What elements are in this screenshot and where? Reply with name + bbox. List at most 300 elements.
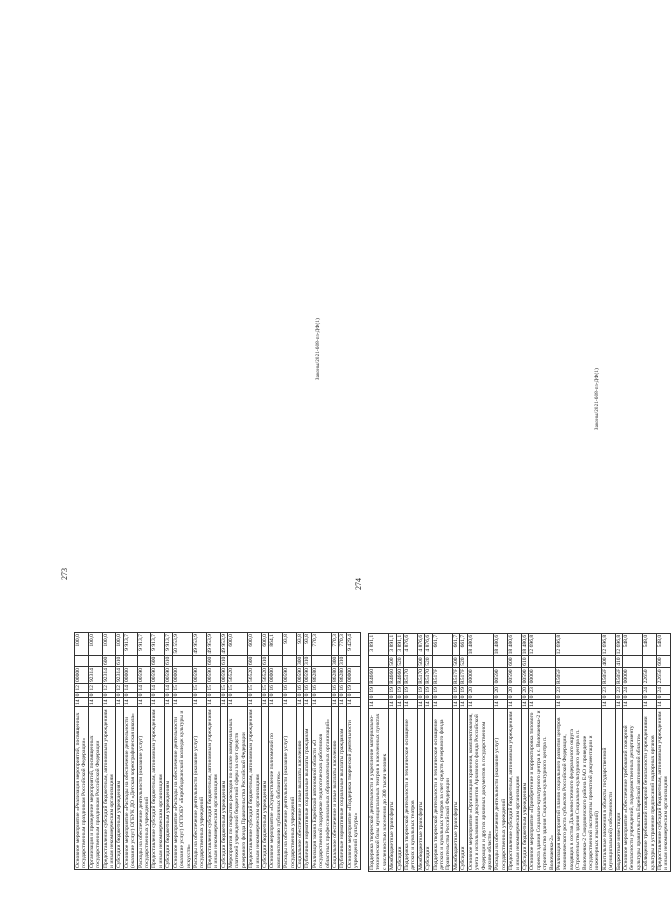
- code-type: 610: [521, 657, 528, 666]
- code-section: 14: [467, 700, 494, 709]
- code-sub: 0: [467, 694, 494, 700]
- row-name: Основное мероприятие «Осуществление полномочий по комплектованию публичных библиотек»: [269, 707, 283, 870]
- code-section: 14: [452, 701, 459, 707]
- code-program: 19: [460, 687, 467, 693]
- code-program: 15: [227, 684, 247, 693]
- row-name: Основное мероприятие «Расходы на обеспечение деятельности (оказание услуг) ОГПОБУ «Биробиджанский колледж культуры и искусств»: [172, 707, 192, 870]
- code-sub: 0: [88, 692, 102, 698]
- table-row: [220, 633, 227, 870]
- page-footer: Законы/2021-608-пз-ДФ(1): [316, 318, 321, 380]
- row-name: Публичные нормативные социальные выплаты гражданам: [304, 707, 311, 870]
- row-amount: 548,0: [657, 633, 671, 656]
- code-item: 22650: [643, 667, 657, 685]
- code-type: [75, 655, 89, 666]
- row-amount: 661,7: [452, 633, 459, 656]
- code-type: 610: [116, 656, 123, 666]
- code-item: R517F: [460, 668, 467, 685]
- code-section: 14: [220, 699, 227, 705]
- code-item: 00590: [137, 667, 151, 684]
- code-section: 14: [192, 698, 206, 707]
- code-section: 14: [529, 700, 556, 709]
- code-sub: 0: [123, 692, 137, 698]
- row-amount: 548,0: [623, 633, 643, 656]
- row-name: Предоставление субсидий бюджетным, автономным учреждениям и иным некоммерческим организациям: [206, 707, 220, 870]
- code-sub: 0: [165, 693, 172, 697]
- code-item: 92314: [102, 667, 116, 684]
- code-type: 520: [425, 657, 432, 666]
- code-section: 14: [123, 698, 137, 707]
- code-sub: 0: [425, 695, 432, 699]
- code-section: 14: [417, 701, 424, 707]
- code-type: [123, 655, 137, 666]
- code-section: 14: [460, 701, 467, 707]
- row-amount: 12 696,8: [529, 633, 556, 656]
- row-amount: 49 953,9: [220, 634, 227, 654]
- code-type: 520: [396, 657, 403, 666]
- code-type: [283, 655, 297, 666]
- row-amount: 93,8: [304, 633, 311, 656]
- code-section: 14: [137, 698, 151, 707]
- row-amount: 770,3: [332, 633, 339, 656]
- code-section: 14: [623, 700, 643, 709]
- row-name: Социальное обеспечение и иные выплаты населению: [297, 707, 304, 870]
- row-amount: 12 696,8: [615, 634, 622, 655]
- row-amount: 18 480,6: [508, 633, 522, 656]
- row-name: Межбюджетные трансферты: [452, 709, 459, 872]
- code-program: 14: [151, 684, 165, 693]
- code-item: 86280: [339, 668, 346, 683]
- code-section: 14: [643, 700, 657, 709]
- code-section: 14: [102, 698, 116, 707]
- code-item: 00590: [304, 668, 311, 683]
- code-section: 14: [494, 700, 508, 709]
- code-type: 500: [417, 657, 424, 666]
- code-section: 14: [75, 698, 89, 707]
- code-type: 500: [452, 657, 459, 666]
- code-sub: 0: [102, 692, 116, 698]
- code-program: 12: [75, 684, 89, 693]
- page-footer: Законы/2021-608-пз-ДФ(1): [595, 368, 600, 430]
- row-name: Организация и проведение мероприятий, посвященных государственным праздникам Российской Федерации: [88, 707, 102, 870]
- code-item: 00590: [283, 667, 297, 684]
- code-type: 400: [601, 656, 615, 667]
- code-type: [369, 656, 389, 667]
- row-amount: 9 913,7: [137, 633, 151, 656]
- row-name: Реализация мероприятий планов социального развития центров экономического роста субъектов Российской Федерации, входящих в состав Дальневосточного федерального округа (Строительство здания Социально-культурного центра в п. Волочаевка-2 Смидовичского района ЕАО и проведение государственной экспертизы проектной документации и инженерных изысканий): [555, 709, 601, 872]
- row-name: Основное мероприятие «Организация хранения, комплектования, учета и использования документов Архивного фонда Российской Федерации и других архивных документов в государственном архиве области»: [467, 709, 494, 872]
- code-program: 19: [404, 686, 418, 695]
- code-item: R4660: [396, 668, 403, 684]
- code-program: 24: [657, 686, 671, 695]
- code-program: 19: [346, 684, 360, 693]
- code-type: [311, 655, 331, 666]
- table-row: [615, 633, 622, 871]
- row-amount: 864,1: [269, 633, 283, 656]
- code-program: 19: [389, 687, 396, 693]
- row-amount: 100,0: [102, 633, 116, 656]
- code-sub: 0: [192, 692, 206, 698]
- code-section: 14: [248, 698, 262, 707]
- code-item: 56520: [227, 667, 247, 684]
- table-row: [339, 633, 346, 870]
- code-sub: 0: [601, 694, 615, 700]
- row-amount: 3 891,1: [396, 633, 403, 656]
- table-row: [404, 633, 418, 871]
- row-amount: 4 876,6: [417, 633, 424, 656]
- code-sub: 0: [657, 694, 671, 700]
- budget-table-274: [368, 633, 671, 872]
- table-row: [116, 633, 123, 870]
- code-type: [494, 656, 508, 667]
- code-item: R505F: [555, 667, 601, 685]
- table-row: [165, 633, 172, 870]
- code-item: R5170: [404, 667, 418, 685]
- code-program: 23: [529, 686, 556, 695]
- code-section: 14: [601, 700, 615, 709]
- code-item: 00000: [467, 667, 494, 685]
- code-item: 92314: [116, 668, 123, 683]
- code-section: 14: [283, 698, 297, 707]
- code-section: 14: [615, 701, 622, 707]
- row-name: Расходы на обеспечение деятельности (оказание услуг) государственных учреждений: [283, 707, 297, 870]
- code-item: R4660: [389, 668, 396, 684]
- row-name: Поддержка творческой деятельности и техническое оснащение детских и кукольных театров за счет средств резервного фонда Правительства Российской Федерации: [432, 709, 452, 872]
- table-row: [521, 633, 528, 871]
- code-section: 14: [346, 698, 360, 707]
- table-row: [623, 633, 643, 871]
- row-name: Предоставление субсидий бюджетным, автономным учреждениям и иным некоммерческим организациям: [102, 707, 116, 870]
- row-name: Субсидии: [396, 709, 403, 872]
- table-row: [643, 633, 657, 871]
- code-section: 14: [116, 699, 123, 705]
- table-row: [389, 633, 396, 871]
- code-sub: 0: [283, 692, 297, 698]
- row-amount: 3 891,1: [369, 633, 389, 656]
- row-name: Социальное обеспечение и иные выплаты населению: [332, 707, 339, 870]
- row-name: Предоставление субсидий бюджетным, автономным учреждениям и иным некоммерческим организациям: [248, 707, 262, 870]
- code-type: 600: [508, 656, 522, 667]
- row-name: Субсидии: [425, 709, 432, 872]
- row-amount: 49 953,9: [192, 633, 206, 656]
- code-item: 56520: [261, 668, 268, 683]
- row-name: Межбюджетные трансферты: [389, 709, 396, 872]
- row-name: Основное мероприятие «Обеспечение требований пожарной безопасности учреждений, подведомственных департаменту культуры правительства Еврейской автономной области»: [623, 709, 643, 872]
- code-item: 00000: [269, 667, 283, 684]
- code-program: 19: [369, 686, 389, 695]
- code-item: 00000: [529, 667, 556, 685]
- code-section: 14: [311, 698, 331, 707]
- code-sub: 0: [311, 692, 331, 698]
- code-program: 20: [521, 687, 528, 693]
- code-item: 00000: [172, 667, 192, 684]
- table-row: [88, 633, 102, 870]
- row-name: Основное мероприятие «Реализация мероприятий, посвященных государственным праздникам Российской Федерации»: [75, 707, 89, 870]
- row-amount: 93,8: [283, 633, 297, 656]
- row-amount: 18 480,6: [494, 633, 508, 656]
- code-sub: 0: [269, 692, 283, 698]
- code-item: 00590: [151, 667, 165, 684]
- code-program: 14: [137, 684, 151, 693]
- code-sub: 0: [304, 693, 311, 697]
- code-sub: 0: [261, 693, 268, 697]
- code-item: 00590: [508, 667, 522, 685]
- page-number: 274: [354, 578, 363, 590]
- row-amount: 100,0: [75, 633, 89, 656]
- code-type: 600: [151, 655, 165, 666]
- table-row: [332, 633, 339, 870]
- code-type: [404, 656, 418, 667]
- code-section: 14: [172, 698, 192, 707]
- code-program: 23: [555, 686, 601, 695]
- row-amount: 18 480,6: [521, 634, 528, 655]
- code-item: 00000: [75, 667, 89, 684]
- row-amount: 9 429,4: [346, 633, 360, 656]
- code-item: 00590: [165, 668, 172, 683]
- code-program: 14: [165, 685, 172, 691]
- row-name: Капитальные вложения в объекты государственной (муниципальной) собственности: [601, 709, 615, 872]
- code-item: R5170: [425, 668, 432, 684]
- table-row: [417, 633, 424, 871]
- code-section: 14: [339, 699, 346, 705]
- code-type: 410: [615, 657, 622, 666]
- table-row: [297, 633, 304, 870]
- code-item: R505F: [615, 668, 622, 685]
- code-type: 610: [165, 656, 172, 666]
- code-section: 14: [521, 701, 528, 707]
- code-type: [643, 656, 657, 667]
- code-sub: 0: [248, 692, 262, 698]
- page-274: [352, 300, 670, 880]
- code-sub: 0: [137, 692, 151, 698]
- row-amount: 100,0: [116, 633, 123, 656]
- row-name: Основное мероприятие «Расходы на обеспечение деятельности (оказание услуг) ОГБУК ДО «Детская хореографическая школа»: [123, 707, 137, 870]
- row-amount: 770,3: [311, 633, 331, 656]
- code-item: R5170: [417, 668, 424, 684]
- row-amount: 600,0: [248, 633, 262, 656]
- table-row: [261, 633, 268, 870]
- table-row: [123, 633, 137, 870]
- code-item: 00000: [123, 667, 137, 684]
- code-program: 20: [467, 686, 494, 695]
- code-type: [192, 655, 206, 666]
- code-section: 14: [261, 699, 268, 705]
- code-type: 600: [657, 656, 671, 667]
- code-item: 00590: [297, 668, 303, 683]
- code-type: 300: [297, 656, 303, 666]
- code-section: 14: [332, 699, 339, 705]
- table-row: [206, 633, 220, 870]
- code-program: 20: [508, 686, 522, 695]
- code-type: [227, 655, 247, 666]
- table-row: [75, 633, 89, 870]
- code-type: [432, 656, 452, 667]
- code-sub: 0: [206, 692, 220, 698]
- row-amount: 93,8: [297, 633, 304, 656]
- table-row: [555, 633, 601, 871]
- row-name: Субсидии: [460, 709, 467, 872]
- code-section: 14: [304, 699, 311, 705]
- table-row: [460, 633, 467, 871]
- code-program: 15: [220, 685, 227, 691]
- budget-table-273: [74, 632, 361, 870]
- table-row: [494, 633, 508, 871]
- code-sub: 0: [623, 694, 643, 700]
- code-sub: 0: [75, 692, 89, 698]
- row-name: Основное мероприятие «Приобретение и корректировка типового проекта здания Социально-культурного центра в с. Волочаевка-2 и строительство здания Социально-культурного центра п. Волочаевка-2»: [529, 710, 555, 870]
- code-program: 19: [417, 687, 424, 693]
- code-type: 600: [102, 655, 116, 666]
- code-item: 00590: [192, 667, 206, 684]
- code-section: 14: [404, 700, 418, 709]
- row-name: Расходы на обеспечение деятельности (оказание услуг) государственных учреждений: [192, 707, 206, 870]
- table-row: [432, 633, 452, 871]
- row-name: Субсидии бюджетным учреждениям: [116, 707, 123, 870]
- code-program: 24: [623, 686, 643, 695]
- table-row: [657, 633, 671, 871]
- code-program: 20: [494, 686, 508, 695]
- code-item: 00590: [206, 667, 220, 684]
- code-program: 12: [116, 685, 123, 691]
- code-sub: 0: [643, 694, 657, 700]
- row-amount: 9 913,7: [123, 633, 137, 656]
- table-row: [227, 633, 247, 870]
- code-type: [529, 656, 556, 667]
- table-row: [467, 633, 494, 871]
- code-section: 14: [227, 698, 247, 707]
- code-sub: 0: [346, 692, 360, 698]
- code-sub: 0: [332, 693, 339, 697]
- code-item: 00590: [494, 667, 508, 685]
- table-row: [151, 633, 165, 870]
- code-section: 14: [88, 698, 102, 707]
- code-sub: 0: [389, 695, 396, 699]
- code-item: R517F: [432, 667, 452, 685]
- code-program: 19: [396, 687, 403, 693]
- table-row: [508, 633, 522, 871]
- code-type: [555, 656, 601, 667]
- code-program: 15: [248, 684, 262, 693]
- code-item: 00000: [346, 667, 360, 684]
- code-program: 19: [432, 686, 452, 695]
- row-amount: 770,3: [339, 633, 346, 656]
- table-row: [102, 633, 116, 870]
- code-item: 92314: [88, 667, 102, 684]
- row-name: Реализация закона Еврейской автономной области «О государственной поддержке педагогических работников областных профессиональных образовательных организаций»: [311, 707, 331, 870]
- table-row: [452, 633, 459, 871]
- table-row: [311, 633, 331, 870]
- code-sub: 0: [396, 695, 403, 699]
- code-program: 15: [172, 684, 192, 693]
- code-section: 14: [432, 700, 452, 709]
- table-row: [248, 633, 262, 870]
- row-name: Межбюджетные трансферты: [417, 709, 424, 872]
- table-row: [529, 633, 556, 871]
- code-section: 14: [396, 701, 403, 707]
- code-program: 23: [601, 686, 615, 695]
- code-sub: 0: [369, 694, 389, 700]
- code-type: 600: [206, 655, 220, 666]
- code-item: 22650: [657, 667, 671, 685]
- code-type: [172, 655, 192, 666]
- code-sub: 0: [508, 694, 522, 700]
- code-program: 16: [339, 685, 346, 691]
- code-program: 16: [269, 684, 283, 693]
- code-item: 86280: [311, 667, 331, 684]
- table-row: [601, 633, 615, 871]
- row-name: Предоставление субсидий бюджетным, автономным учреждениям и иным некоммерческим организациям: [151, 707, 165, 870]
- code-sub: 0: [555, 694, 601, 700]
- code-type: 500: [389, 657, 396, 666]
- code-item: 00590: [521, 667, 528, 685]
- code-item: R4660: [369, 667, 389, 685]
- code-sub: 0: [432, 694, 452, 700]
- code-type: 610: [220, 656, 227, 666]
- code-program: 19: [425, 687, 432, 693]
- code-section: 14: [269, 698, 283, 707]
- row-amount: 600,0: [227, 633, 247, 656]
- row-amount: 3 891,1: [389, 633, 396, 656]
- row-amount: 9 913,7: [151, 633, 165, 656]
- row-name: Субсидии бюджетным учреждениям: [220, 707, 227, 870]
- row-amount: 12 696,8: [601, 633, 615, 656]
- code-sub: 0: [529, 694, 556, 700]
- code-section: 14: [369, 700, 389, 709]
- code-program: 23: [615, 687, 622, 693]
- code-type: 300: [332, 656, 339, 666]
- code-program: 16: [332, 685, 339, 691]
- code-program: 15: [261, 685, 268, 691]
- code-program: 19: [452, 687, 459, 693]
- code-type: 310: [304, 656, 311, 666]
- code-program: 12: [102, 684, 116, 693]
- row-amount: 9 913,7: [165, 633, 172, 656]
- table-row: [283, 633, 297, 870]
- code-program: 16: [297, 685, 303, 691]
- code-program: 14: [123, 684, 137, 693]
- table-row: [269, 633, 283, 870]
- code-sub: 0: [404, 694, 418, 700]
- row-name: Субсидии бюджетным учреждениям: [261, 707, 268, 870]
- table-row: [192, 633, 206, 870]
- code-sub: 0: [339, 693, 346, 697]
- code-sub: 0: [172, 692, 192, 698]
- code-sub: 0: [116, 693, 123, 697]
- row-amount: 12 696,8: [555, 633, 601, 656]
- code-type: [88, 655, 102, 666]
- code-section: 14: [151, 698, 165, 707]
- code-program: 16: [283, 684, 297, 693]
- code-section: 14: [508, 700, 522, 709]
- row-name: Бюджетные инвестиции: [615, 709, 622, 872]
- code-section: 14: [555, 700, 601, 709]
- row-name: Расходы на обеспечение деятельности (оказание услуг) государственных учреждений: [494, 709, 508, 872]
- row-name: Основное мероприятие «Поддержка творческой деятельности учреждений культуры»: [346, 707, 360, 870]
- row-amount: 600,0: [261, 633, 268, 656]
- code-sub: 0: [227, 692, 247, 698]
- code-sub: 0: [452, 695, 459, 699]
- row-amount: 4 876,6: [425, 633, 432, 656]
- row-amount: 100,0: [88, 633, 102, 656]
- code-sub: 0: [297, 693, 303, 697]
- row-name: Субсидии бюджетным учреждениям: [165, 707, 172, 870]
- code-item: 86280: [332, 668, 339, 683]
- code-item: R505F: [601, 667, 615, 685]
- code-type: 520: [460, 657, 467, 666]
- row-name: Мероприятия по покрытию расходов по оплате коммунальных платежей учреждений бюджетной сферы за счет средств резервного фонда Правительства Российской Федерации: [227, 707, 247, 870]
- row-amount: 661,7: [432, 633, 452, 656]
- code-type: [269, 655, 283, 666]
- code-type: [623, 656, 643, 667]
